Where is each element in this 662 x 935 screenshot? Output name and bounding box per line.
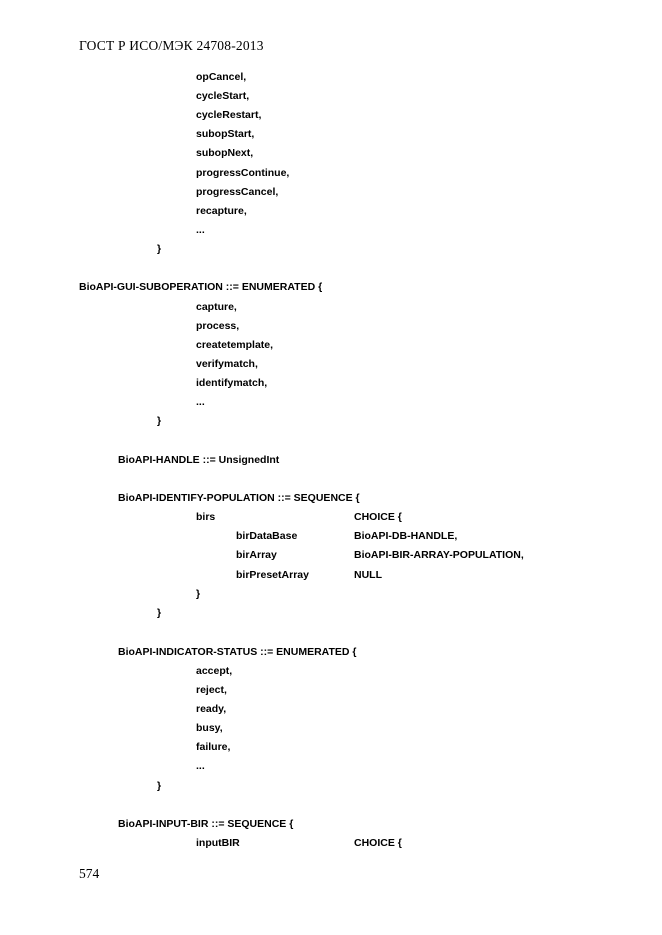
field-inputbir-type: CHOICE { bbox=[354, 837, 402, 849]
enum-item-failure: failure, bbox=[196, 741, 231, 753]
field-inputbir: inputBIR bbox=[196, 837, 240, 849]
field-birpresetarray-type: NULL bbox=[354, 569, 382, 581]
closing-brace: } bbox=[157, 780, 162, 792]
enum-item-busy: busy, bbox=[196, 722, 223, 734]
enum-item-reject: reject, bbox=[196, 684, 227, 696]
field-birdatabase-type: BioAPI-DB-HANDLE, bbox=[354, 530, 458, 542]
enum-item-createtemplate: createtemplate, bbox=[196, 339, 274, 351]
input-bir-declaration: BioAPI-INPUT-BIR ::= SEQUENCE { bbox=[118, 818, 294, 830]
enum-item-progresscancel: progressCancel, bbox=[196, 186, 279, 198]
field-birpresetarray: birPresetArray bbox=[236, 569, 309, 581]
field-birs-type: CHOICE { bbox=[354, 511, 402, 523]
enum-item-ready: ready, bbox=[196, 703, 227, 715]
enum-item-progresscontinue: progressContinue, bbox=[196, 167, 290, 179]
handle-declaration: BioAPI-HANDLE ::= UnsignedInt bbox=[118, 454, 280, 466]
enum-item-accept: accept, bbox=[196, 665, 233, 677]
gui-suboperation-declaration: BioAPI-GUI-SUBOPERATION ::= ENUMERATED { bbox=[79, 281, 323, 293]
enum-item-subopnext: subopNext, bbox=[196, 147, 254, 159]
indicator-status-declaration: BioAPI-INDICATOR-STATUS ::= ENUMERATED { bbox=[118, 646, 357, 658]
identify-population-declaration: BioAPI-IDENTIFY-POPULATION ::= SEQUENCE { bbox=[118, 492, 360, 504]
field-birarray: birArray bbox=[236, 549, 277, 561]
field-birs: birs bbox=[196, 511, 216, 523]
closing-brace: } bbox=[157, 607, 162, 619]
enum-item-verifymatch: verifymatch, bbox=[196, 358, 258, 370]
enum-item-identifymatch: identifymatch, bbox=[196, 377, 268, 389]
document-header: ГОСТ Р ИСО/МЭК 24708-2013 bbox=[79, 38, 264, 53]
enum-ellipsis: ... bbox=[196, 760, 205, 772]
field-birarray-type: BioAPI-BIR-ARRAY-POPULATION, bbox=[354, 549, 524, 561]
enum-ellipsis: ... bbox=[196, 224, 205, 236]
enum-ellipsis: ... bbox=[196, 396, 205, 408]
enum-item-opcancel: opCancel, bbox=[196, 71, 247, 83]
closing-brace: } bbox=[157, 415, 162, 427]
closing-brace: } bbox=[157, 243, 162, 255]
enum-item-subopstart: subopStart, bbox=[196, 128, 255, 140]
enum-item-cyclerestart: cycleRestart, bbox=[196, 109, 262, 121]
enum-item-capture: capture, bbox=[196, 301, 237, 313]
enum-item-cyclestart: cycleStart, bbox=[196, 90, 250, 102]
enum-item-recapture: recapture, bbox=[196, 205, 247, 217]
closing-brace: } bbox=[196, 588, 201, 600]
enum-item-process: process, bbox=[196, 320, 240, 332]
page-number: 574 bbox=[79, 866, 100, 881]
field-birdatabase: birDataBase bbox=[236, 530, 298, 542]
